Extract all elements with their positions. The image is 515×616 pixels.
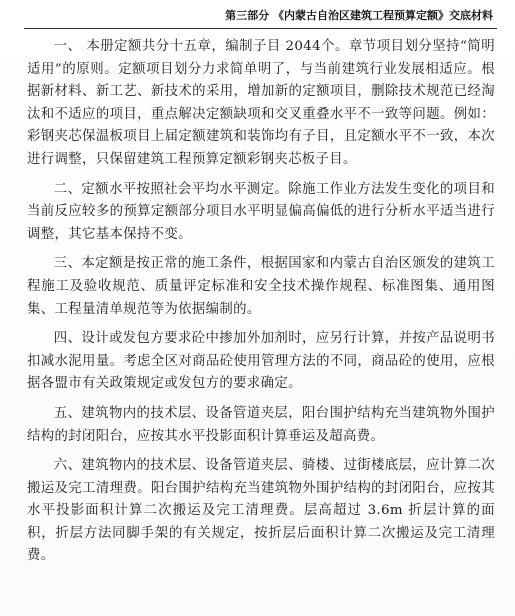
paragraph-6: 六、建筑物内的技术层、设备管道夹层、骑楼、过街楼底层，应计算二次搬运及完工清理费。阳台围护结构充当建筑物外围护结构的封闭阳台，应按其水平投影面积计算二次搬运及完工清理费。层高超过 3.6m 折层计算的面积，折层方法同脚手架的有关规定，按折层后面积计算二次搬运及完工清理费。 (27, 458, 495, 564)
paragraph-1: 一、 本册定额共分十五章，编制子目 2044个。章节项目划分坚持“简明适用”的原则。定额项目划分力求简单明了，与当前建筑行业发展相适应。根据新材料、新工艺、新技术的采用，增加新的定额项目，删除技术规范已经淘汰和不适应的项目，重点解决定额缺项和交叉重叠水平不一致等问题。例如：彩钢夹芯保温板项目上届定额建筑和装饰均有子目，且定额水平不一致，本次进行调整，只保留建筑工程预算定额彩钢夹芯板子目。 (27, 39, 495, 167)
paragraph-2: 二、定额水平按照社会平均水平测定。除施工作业方法发生变化的项目和当前反应较多的预算定额部分项目水平明显偏高偏低的进行分析水平适当进行调整，其它基本保持不变。 (27, 181, 495, 242)
paragraph-5: 五、建筑物内的技术层、设备管道夹层，阳台围护结构充当建筑物外围护结构的封闭阳台，应按其水平投影面积计算垂运及超高费。 (27, 405, 495, 444)
running-header: 第三部分 《内蒙古自治区建筑工程预算定额》交底材料 (225, 9, 493, 22)
header-divider (24, 28, 497, 29)
paragraph-4: 四、设计或发包方要求砼中掺加外加剂时，应另行计算，并按产品说明书扣减水泥用量。考虑全区对商品砼使用管理方法的不同，商品砼的使用，应根据各盟市有关政策规定或发包方的要求确定。 (27, 331, 495, 392)
document-body (27, 36, 495, 575)
paragraph-3: 三、本定额是按正常的施工条件，根据国家和内蒙古自治区颁发的建筑工程施工及验收规范、质量评定标准和安全技术操作规程、标准图集、通用图集、工程量清单规范等为依据编制的。 (27, 256, 495, 317)
